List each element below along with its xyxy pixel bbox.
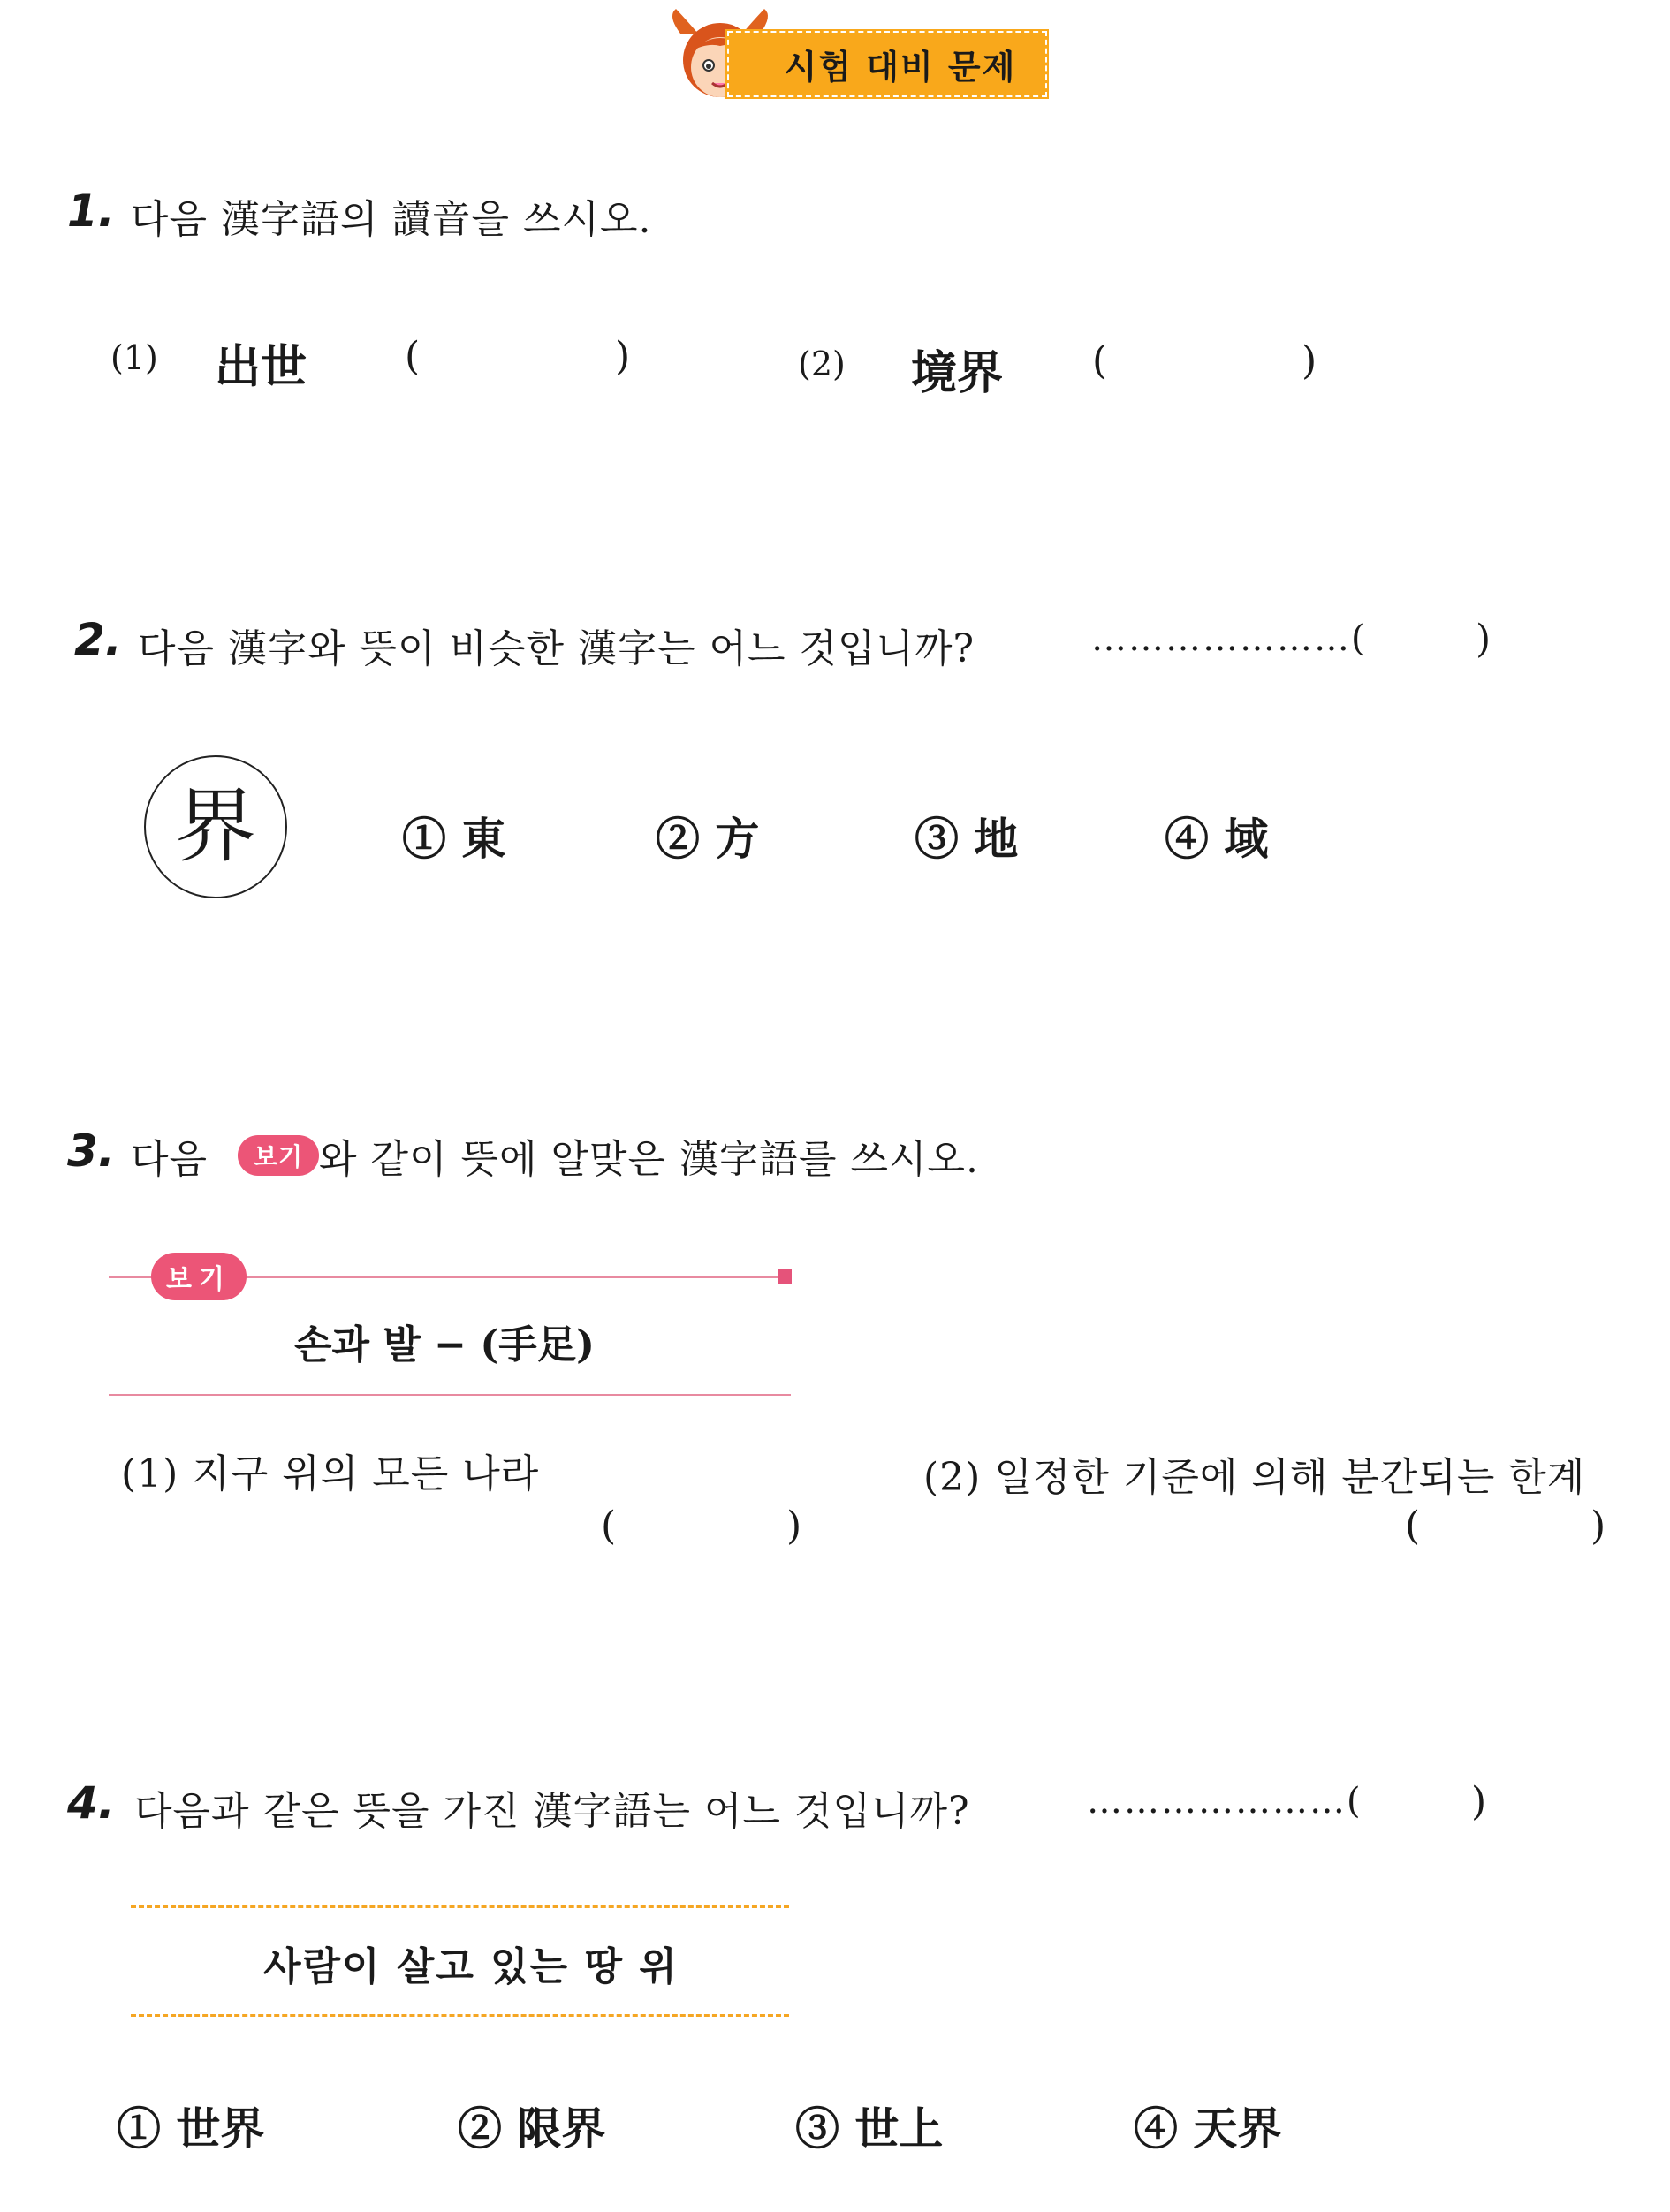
q4-definition-bottom-dash (131, 2014, 789, 2017)
q3-item1-answer-input[interactable] (620, 1504, 788, 1557)
q1-item2-word: 境界 (911, 346, 1004, 400)
q3-example-text: 손과 발 − (手足) (294, 1322, 595, 1367)
q2-target-char: 界 (174, 779, 256, 874)
q3-item1-label: (1) 지구 위의 모든 나라 (121, 1451, 540, 1496)
q3-prompt-line (131, 1127, 979, 1184)
q4-definition-text: 사람이 살고 있는 땅 위 (263, 1944, 679, 1989)
q2-option-1[interactable]: ① 東 (402, 813, 506, 865)
q4-option-1[interactable]: ① 世界 (117, 2102, 265, 2155)
q1-item2-open: ( (1092, 338, 1108, 383)
q4-prompt: 다음과 같은 뜻을 가진 漢字語는 어느 것입니까? (134, 1789, 970, 1834)
q1-item1-open: ( (405, 334, 421, 379)
q3-number: 3. (67, 1125, 115, 1177)
q4-answer-dots: …………………( (1087, 1781, 1363, 1822)
q3-example-box (109, 1253, 798, 1396)
q2-number: 2. (74, 614, 122, 665)
q4-number: 4. (67, 1777, 115, 1829)
q2-answer-close: ) (1476, 617, 1492, 662)
q4-answer-input[interactable] (1396, 1779, 1471, 1832)
q4-answer-close: ) (1471, 1779, 1487, 1824)
q2-option-4[interactable]: ④ 域 (1165, 813, 1269, 865)
q4-option-2[interactable]: ② 限界 (458, 2102, 606, 2155)
q3-example-line-end (778, 1269, 792, 1284)
q1-prompt: 다음 漢字語의 讀音을 쓰시오. (131, 197, 652, 242)
q2-option-3[interactable]: ③ 地 (915, 813, 1019, 865)
q1-item1-answer-input[interactable] (424, 334, 614, 387)
q3-inline-badge: 보기 (238, 1135, 319, 1176)
q2-target-circle (144, 755, 287, 898)
header-title: 시험 대비 문제 (784, 48, 1017, 87)
q2-option-2[interactable]: ② 方 (656, 813, 760, 865)
q1-item1-label: (1) (110, 338, 158, 377)
q2-answer-dots: …………………( (1091, 618, 1367, 659)
q3-example-badge: 보기 (151, 1253, 247, 1300)
q2-answer-input[interactable] (1401, 617, 1476, 670)
q4-option-3[interactable]: ③ 世上 (795, 2102, 944, 2155)
q2-prompt: 다음 漢字와 뜻이 비슷한 漢字는 어느 것입니까? (138, 626, 975, 671)
q3-prompt-before: 다음 (131, 1137, 209, 1182)
q3-item2-answer-input[interactable] (1424, 1504, 1592, 1557)
q4-option-4[interactable]: ④ 天界 (1134, 2102, 1282, 2155)
header-banner (727, 31, 1047, 97)
q3-prompt-after: 와 같이 뜻에 알맞은 漢字語를 쓰시오. (319, 1137, 979, 1182)
q1-item2-close: ) (1302, 338, 1317, 383)
q3-item1-open: ( (601, 1504, 617, 1549)
q3-example-bottom-line (109, 1394, 791, 1396)
q1-item2-label: (2) (798, 345, 846, 383)
q3-item2-label: (2) 일정한 기준에 의해 분간되는 한계 (923, 1455, 1586, 1500)
q3-item1-close: ) (786, 1504, 802, 1549)
q3-item2-open: ( (1405, 1504, 1421, 1549)
q1-item1-close: ) (615, 334, 631, 379)
q1-item2-answer-input[interactable] (1112, 338, 1302, 391)
q1-item1-word: 出世 (215, 340, 307, 394)
q3-item2-close: ) (1590, 1504, 1606, 1549)
q1-number: 1. (67, 186, 115, 237)
q4-definition-top-dash (131, 1905, 789, 1908)
